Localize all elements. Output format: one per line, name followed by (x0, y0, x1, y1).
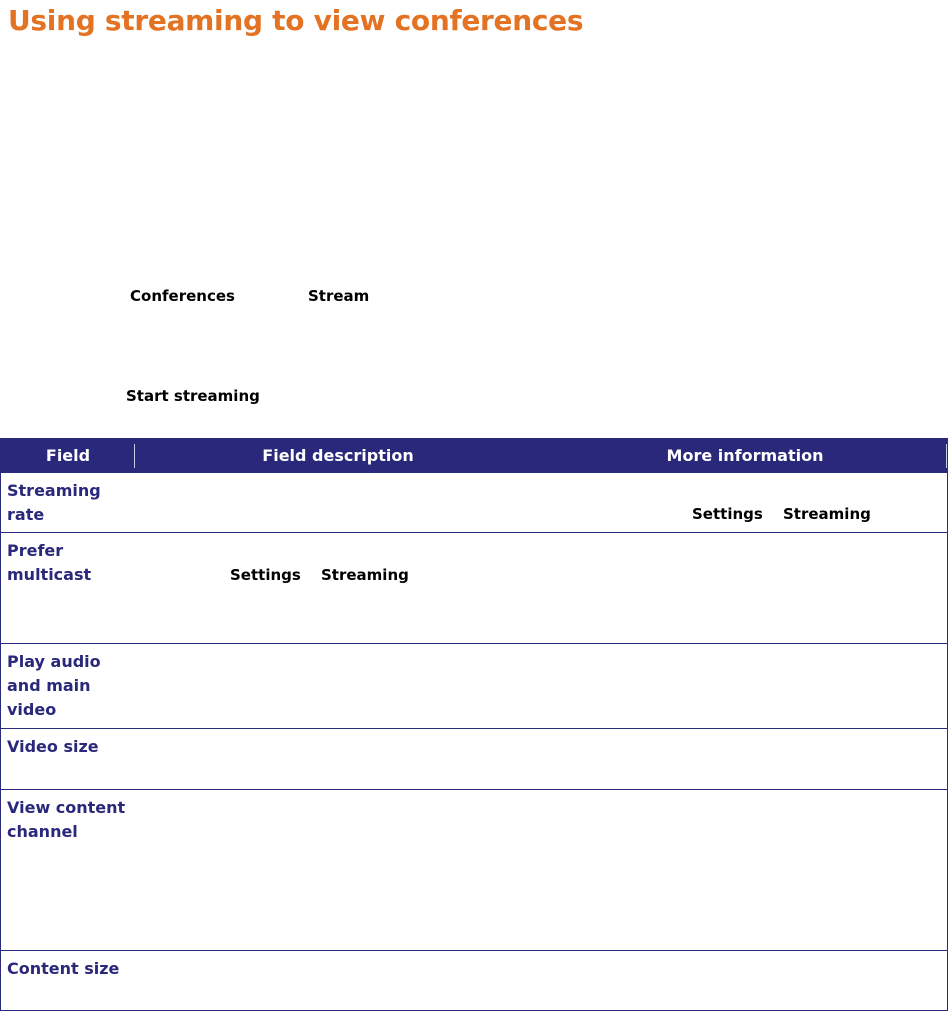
table-header (1, 439, 947, 472)
field-view-content-channel: View content channel (7, 798, 126, 841)
table-row-prefer-multicast (1, 532, 947, 644)
field-streaming-rate: Streaming rate (7, 481, 101, 524)
conferences-menu-ref: Conferences (130, 287, 235, 305)
table-row-content-size (1, 950, 947, 1010)
header-field: Field (45, 446, 91, 465)
settings-ref: Settings (230, 566, 301, 584)
stream-action-ref: Stream (308, 287, 370, 305)
header-more-information: More information (666, 446, 824, 465)
table-row-video-size (1, 728, 947, 790)
settings-ref: Settings (692, 505, 763, 523)
table-row-streaming-rate (1, 472, 947, 533)
streaming-ref: Streaming (321, 566, 409, 584)
field-video-size: Video size (7, 737, 99, 756)
header-divider (946, 444, 947, 468)
table-row-view-content-channel (1, 789, 947, 951)
table-row-play-audio-main-video (1, 643, 947, 729)
streaming-fields-table (0, 438, 948, 1011)
field-play-audio-main-video: Play audio and main video (7, 652, 101, 719)
field-prefer-multicast: Prefer multicast (7, 541, 92, 584)
header-field-description: Field description (262, 446, 414, 465)
streaming-ref: Streaming (783, 505, 871, 523)
start-streaming-button-ref: Start streaming (126, 387, 260, 405)
page-title: Using streaming to view conferences (8, 4, 584, 37)
field-content-size: Content size (7, 959, 120, 978)
